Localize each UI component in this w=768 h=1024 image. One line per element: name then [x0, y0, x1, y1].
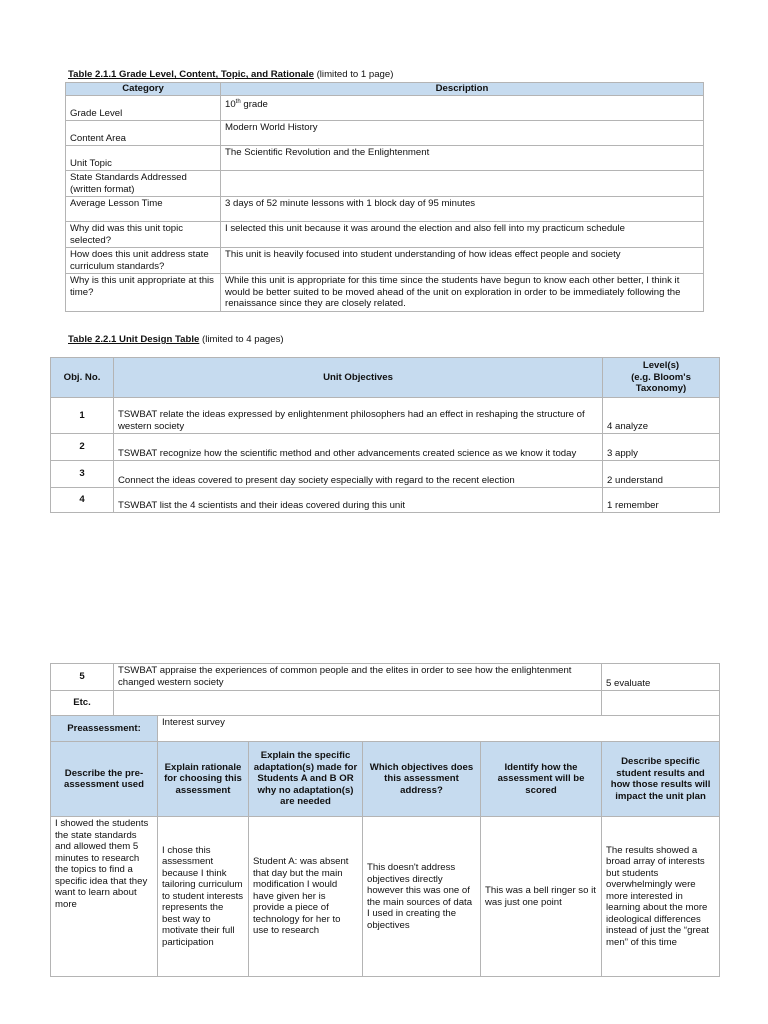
- answer-adaptations: Student A: was absent that day but the main modification I would have given her is provide a piece of technology for her to use to research: [249, 817, 363, 977]
- row-category: Content Area: [66, 121, 221, 146]
- objective-level: 2 understand: [603, 461, 720, 488]
- objective-number: 5: [51, 664, 114, 691]
- objective-text: Connect the ideas covered to present day society especially with regard to the recent election: [114, 461, 603, 488]
- objective-level: 3 apply: [603, 434, 720, 461]
- header-obj-no: Obj. No.: [51, 358, 114, 398]
- objective-text: TSWBAT appraise the experiences of common people and the elites in order to see how the enlightenment changed western society: [114, 664, 602, 691]
- objective-number: 1: [51, 398, 114, 434]
- preassessment-table: [50, 663, 720, 977]
- row-category: Why is this unit appropriate at this time?: [66, 274, 221, 312]
- objective-text: TSWBAT recognize how the scientific method and other advancements created science as we know it today: [114, 434, 603, 461]
- objective-number: 2: [51, 434, 114, 461]
- header-adaptations: Explain the specific adaptation(s) made for Students A and B OR why no adaptation(s) are needed: [249, 742, 363, 817]
- grade-level-table: [65, 82, 704, 312]
- objective-number: 4: [51, 488, 114, 513]
- preassessment-value: Interest survey: [158, 716, 720, 742]
- table2-note: (limited to 4 pages): [202, 334, 284, 345]
- table1-title: Table 2.1.1 Grade Level, Content, Topic, and Rationale: [68, 69, 314, 80]
- answer-scoring: This was a bell ringer so it was just one point: [481, 817, 602, 977]
- table2-title: Table 2.2.1 Unit Design Table: [68, 334, 200, 345]
- unit-design-table: [50, 357, 720, 513]
- answer-student-results: The results showed a broad array of interests but students overwhelmingly were more interested in learning about the more ideological differences instead of just the “great men” of this time: [602, 817, 720, 977]
- header-objectives-addressed: Which objectives does this assessment address?: [363, 742, 481, 817]
- row-description: The Scientific Revolution and the Enlightenment: [221, 146, 704, 171]
- header-description: Description: [221, 83, 704, 96]
- answer-preassessment-description: I showed the students the state standards and allowed them 5 minutes to research the topics to find a specific idea that they want to learn about more: [51, 817, 158, 977]
- row-category: Why did was this unit topic selected?: [66, 222, 221, 248]
- objective-level: [602, 691, 720, 716]
- row-description: [221, 171, 704, 197]
- row-description: This unit is heavily focused into student understanding of how ideas effect people and society: [221, 248, 704, 274]
- objective-text: TSWBAT relate the ideas expressed by enlightenment philosophers had an effect in reshaping the structure of western society: [114, 398, 603, 434]
- header-student-results: Describe specific student results and how those results will impact the unit plan: [602, 742, 720, 817]
- header-scoring: Identify how the assessment will be scored: [481, 742, 602, 817]
- answer-rationale: I chose this assessment because I think tailoring curriculum to student interests represents the best way to motivate their full participation: [158, 817, 249, 977]
- row-description: I selected this unit because it was around the election and also fell into my practicum schedule: [221, 222, 704, 248]
- row-category: State Standards Addressed (written format): [66, 171, 221, 197]
- header-category: Category: [66, 83, 221, 96]
- answer-objectives-addressed: This doesn't address objectives directly however this was one of the main sources of data I used in creating the objectives: [363, 817, 481, 977]
- table1-note: (limited to 1 page): [316, 69, 394, 80]
- row-category: Grade Level: [66, 96, 221, 121]
- table1-caption: [68, 69, 393, 80]
- row-category: Unit Topic: [66, 146, 221, 171]
- row-category: Average Lesson Time: [66, 197, 221, 222]
- objective-number: Etc.: [51, 691, 114, 716]
- row-description: 3 days of 52 minute lessons with 1 block day of 95 minutes: [221, 197, 704, 222]
- row-category: How does this unit address state curriculum standards?: [66, 248, 221, 274]
- objective-text: [114, 691, 602, 716]
- row-description: 10th grade: [221, 96, 704, 121]
- row-description: While this unit is appropriate for this time since the students have begun to know each other better, I think it would be better suited to be moved ahead of the unit on exploration in order to be immediately following the renaissance since they are closely related.: [221, 274, 704, 312]
- header-rationale: Explain rationale for choosing this assessment: [158, 742, 249, 817]
- objective-level: 1 remember: [603, 488, 720, 513]
- preassessment-label: Preassessment:: [51, 716, 158, 742]
- row-description: Modern World History: [221, 121, 704, 146]
- objective-level: 4 analyze: [603, 398, 720, 434]
- header-preassessment-description: Describe the pre-assessment used: [51, 742, 158, 817]
- objective-level: 5 evaluate: [602, 664, 720, 691]
- table2-caption: [68, 334, 284, 345]
- header-level: Level(s) (e.g. Bloom's Taxonomy): [603, 358, 720, 398]
- header-unit-objectives: Unit Objectives: [114, 358, 603, 398]
- objective-text: TSWBAT list the 4 scientists and their ideas covered during this unit: [114, 488, 603, 513]
- objective-number: 3: [51, 461, 114, 488]
